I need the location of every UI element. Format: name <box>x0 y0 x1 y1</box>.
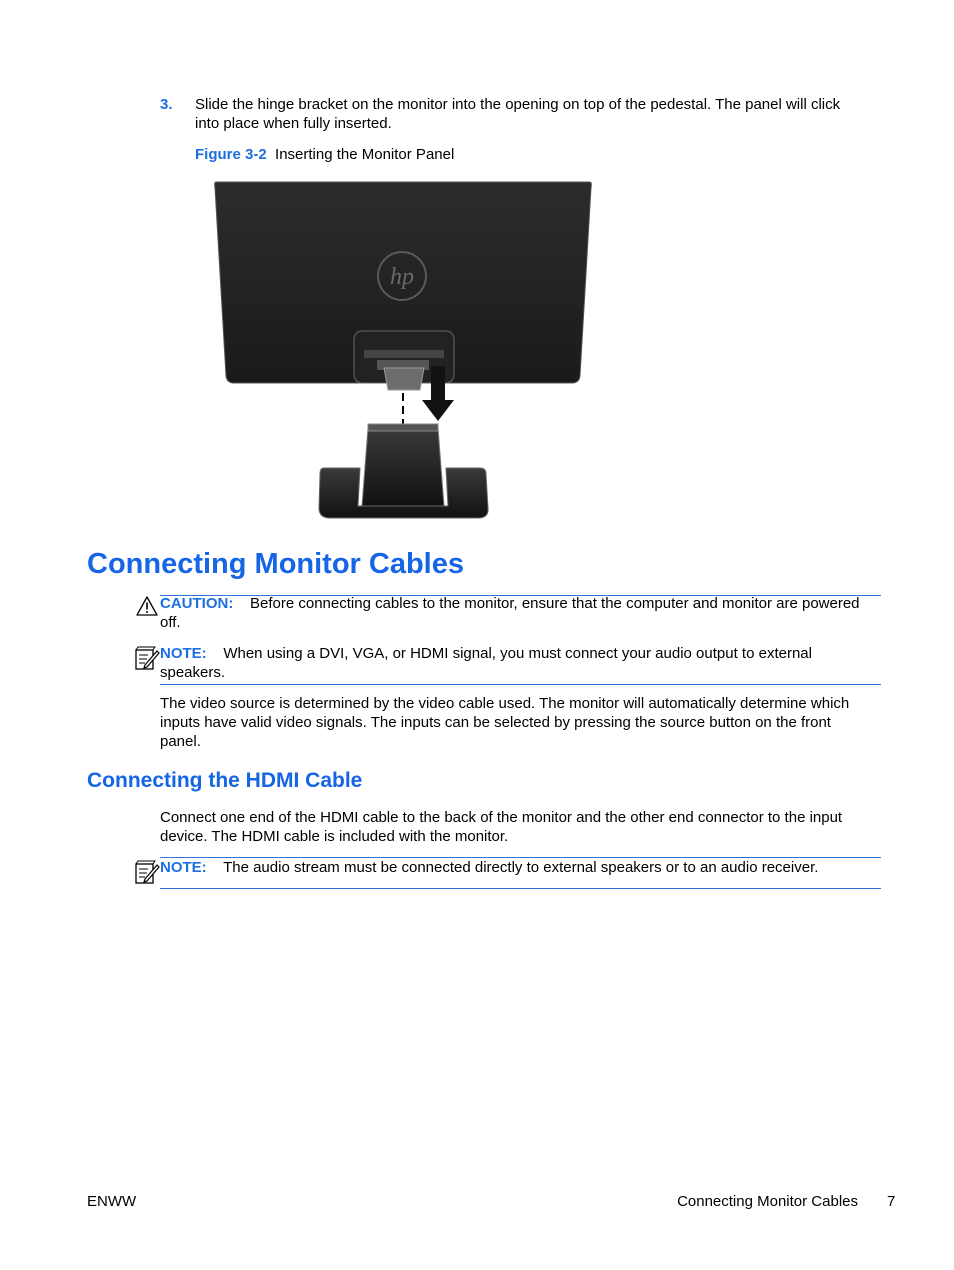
figure-label: Figure 3-2 <box>195 146 267 163</box>
footer-section-title: Connecting Monitor Cables <box>677 1193 858 1210</box>
caution-text: Before connecting cables to the monitor, ensure that the computer and monitor are powered off. <box>160 595 860 631</box>
caution-icon <box>136 596 158 616</box>
note-icon <box>134 859 160 885</box>
note-block <box>160 644 875 682</box>
caution-label: CAUTION: <box>160 595 234 612</box>
footer-left: ENWW <box>87 1193 137 1210</box>
note-label: NOTE: <box>160 859 207 876</box>
note-bottom-rule <box>160 684 881 685</box>
note-icon <box>134 645 160 671</box>
caution-block <box>160 594 875 632</box>
figure-title: Inserting the Monitor Panel <box>275 146 455 163</box>
monitor-insertion-illustration <box>212 178 596 523</box>
body-paragraph: Connect one end of the HDMI cable to the back of the monitor and the other end connector to the input device. The HDMI cable is included with the monitor. <box>160 809 843 845</box>
step-text: Slide the hinge bracket on the monitor into the opening on top of the pedestal. The panel will click into place when fully inserted. <box>195 96 841 132</box>
note-text: When using a DVI, VGA, or HDMI signal, you must connect your audio output to external speakers. <box>160 645 812 681</box>
hp-logo-text: hp <box>390 264 414 290</box>
note-label: NOTE: <box>160 645 207 662</box>
section-heading: Connecting Monitor Cables <box>87 548 464 580</box>
step-number: 3. <box>160 96 173 113</box>
note-bottom-rule <box>160 888 881 889</box>
page-number: 7 <box>887 1193 896 1210</box>
body-paragraph: The video source is determined by the video cable used. The monitor will automatically determine which inputs have valid video signals. The inputs can be selected by pressing the source button on the front panel. <box>160 695 850 750</box>
figure-caption <box>195 145 454 164</box>
note-block <box>160 858 875 877</box>
note-text: The audio stream must be connected directly to external speakers or to an audio receiver. <box>223 859 819 876</box>
subsection-heading: Connecting the HDMI Cable <box>87 769 363 792</box>
